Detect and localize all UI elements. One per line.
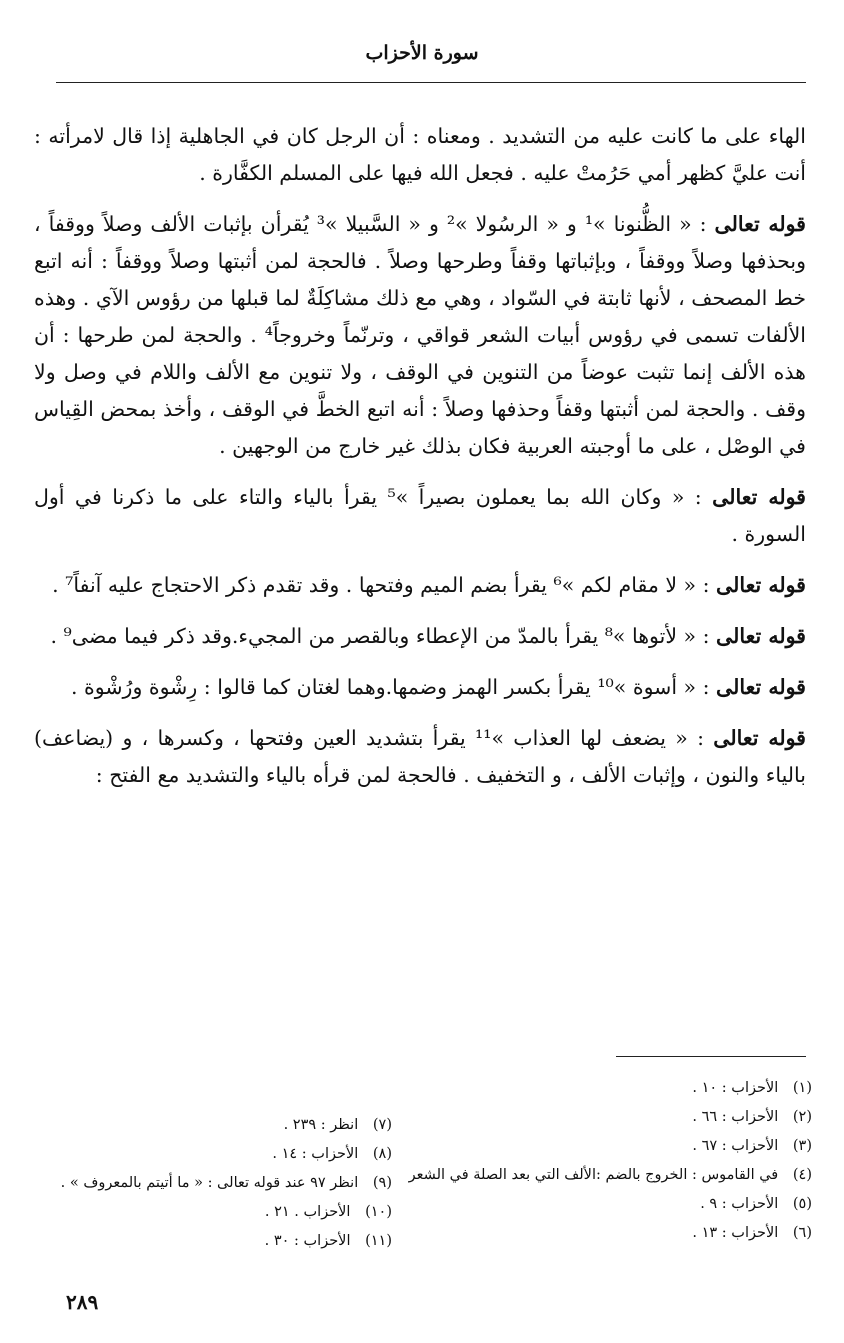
paragraph-text: الهاء على ما كانت عليه من التشديد . ومعناه : أن الرجل كان في الجاهلية إذا قال لامرأته : أنت عليَّ كظهر أمي حَرُمتْ عليه . فجعل الله فيها على المسلم الكفَّارة .	[34, 124, 806, 185]
paragraph	[34, 720, 806, 794]
paragraph	[34, 118, 806, 192]
footnote-text: انظر ٩٧ عند قوله تعالى : « ما أتيتم بالمعروف » .	[60, 1175, 359, 1191]
footnote-item	[392, 1190, 812, 1219]
footnote-item	[12, 1169, 392, 1198]
footnote-text: الأحزاب : ٦٧ .	[692, 1138, 779, 1154]
footnote-number: (٨)	[372, 1146, 392, 1162]
footnote-item	[392, 1219, 812, 1248]
footnote-item	[12, 1227, 392, 1256]
paragraph-lead: قوله تعالى	[713, 726, 806, 750]
paragraph-text: : « لأتوها »⁸ يقرأ بالمدّ من الإعطاء وبالقصر من المجيء.وقد ذكر فيما مضى⁹ .	[50, 624, 710, 648]
footnote-text: الأحزاب . ٢١ .	[264, 1204, 351, 1220]
paragraph-lead: قوله تعالى	[712, 485, 806, 509]
footnote-number: (١١)	[365, 1233, 392, 1249]
footnote-number: (٤)	[792, 1167, 812, 1183]
footnote-text: الأحزاب : ١٤ .	[272, 1146, 359, 1162]
body-text	[34, 118, 806, 808]
footnote-item	[392, 1132, 812, 1161]
footnote-item	[12, 1111, 392, 1140]
paragraph-lead: قوله تعالى	[714, 212, 806, 236]
footnote-number: (٦)	[792, 1225, 812, 1241]
paragraph-lead: قوله تعالى	[716, 573, 806, 597]
footnote-item	[392, 1074, 812, 1103]
footnote-text: انظر : ٢٣٩ .	[283, 1117, 359, 1133]
paragraph	[34, 669, 806, 706]
page-number: ٢٨٩	[66, 1290, 99, 1314]
paragraph-lead: قوله تعالى	[716, 675, 806, 699]
header-rule	[56, 82, 806, 83]
footnote-item	[392, 1103, 812, 1132]
footnote-number: (٥)	[792, 1196, 812, 1212]
footnote-number: (٣)	[792, 1138, 812, 1154]
footnotes-right-column	[392, 1074, 812, 1248]
footnote-item	[392, 1161, 812, 1190]
footnote-number: (١٠)	[365, 1204, 392, 1220]
paragraph	[34, 206, 806, 465]
footnote-number: (٧)	[372, 1117, 392, 1133]
paragraph-text: : « الظُّنونا »¹ و « الرسُولا »² و « السَّبيلا »³ يُقرأن بإثبات الألف وصلاً ووقفاً ، وبحذفها وصلاً ووقفاً ، وبإثباتها وقفاً وطرحها وصلاً . فالحجة لمن أثبتها وصلاً ووقفاً : أنه اتبع خط المصحف ، لأنها ثابتة في السّواد ، وهي مع ذلك مشاكِلَةٌ لما قبلها من رؤوس الآي . وهذه الألفات تسمى في رؤوس أبيات الشعر قواقي ، وترنّماً وخروجاً⁴ . والحجة لمن طرحها : أن هذه الألف إنما تثبت عوضاً من التنوين في الوقف ، ولا تنوين مع الألف واللام في وصل ولا وقف . والحجة لمن أثبتها وقفاً وحذفها وصلاً : أنه اتبع الخطَّ في الوقف ، وأخذ بمحض القِياس في الوصْل ، على ما أوجبته العربية فكان بذلك غير خارج من الوجهين .	[34, 212, 806, 458]
paragraph	[34, 479, 806, 553]
paragraph-lead: قوله تعالى	[716, 624, 806, 648]
footnote-text: الأحزاب : ٦٦ .	[692, 1109, 779, 1125]
footnote-text: الأحزاب : ٩ .	[700, 1196, 779, 1212]
footnotes-left-column	[12, 1111, 392, 1256]
footnote-text: في القاموس : الخروج بالضم :الألف التي بعد الصلة في الشعر	[408, 1167, 779, 1183]
footnote-number: (٢)	[792, 1109, 812, 1125]
footnote-text: الأحزاب : ١٣ .	[692, 1225, 779, 1241]
footnote-text: الأحزاب : ١٠ .	[692, 1080, 779, 1096]
paragraph-text: : « أسوة »¹⁰ يقرأ بكسر الهمز وضمها.وهما لغتان كما قالوا : رِشْوة ورُشْوة .	[71, 675, 710, 699]
paragraph-text: : « لا مقام لكم »⁶ يقرأ بضم الميم وفتحها . وقد تقدم ذكر الاحتجاج عليه آنفاً⁷ .	[52, 573, 710, 597]
footnote-rule	[616, 1056, 806, 1057]
page-header-title: سورة الأحزاب	[365, 42, 479, 64]
footnote-item	[12, 1198, 392, 1227]
paragraph-text: : « يضعف لها العذاب »¹¹ يقرأ بتشديد العين وفتحها ، وكسرها ، و (يضاعف) بالياء والنون ، وإثبات الألف ، و التخفيف . فالحجة لمن قرأه بالياء والتشديد مع الفتح :	[34, 726, 806, 787]
paragraph	[34, 618, 806, 655]
footnote-number: (٩)	[372, 1175, 392, 1191]
footnote-item	[12, 1140, 392, 1169]
footnote-number: (١)	[792, 1080, 812, 1096]
paragraph-text: : « وكان الله بما يعملون بصيراً »⁵ يقرأ بالياء والتاء على ما ذكرنا في أول السورة .	[34, 485, 806, 546]
footnote-text: الأحزاب : ٣٠ .	[264, 1233, 351, 1249]
paragraph	[34, 567, 806, 604]
